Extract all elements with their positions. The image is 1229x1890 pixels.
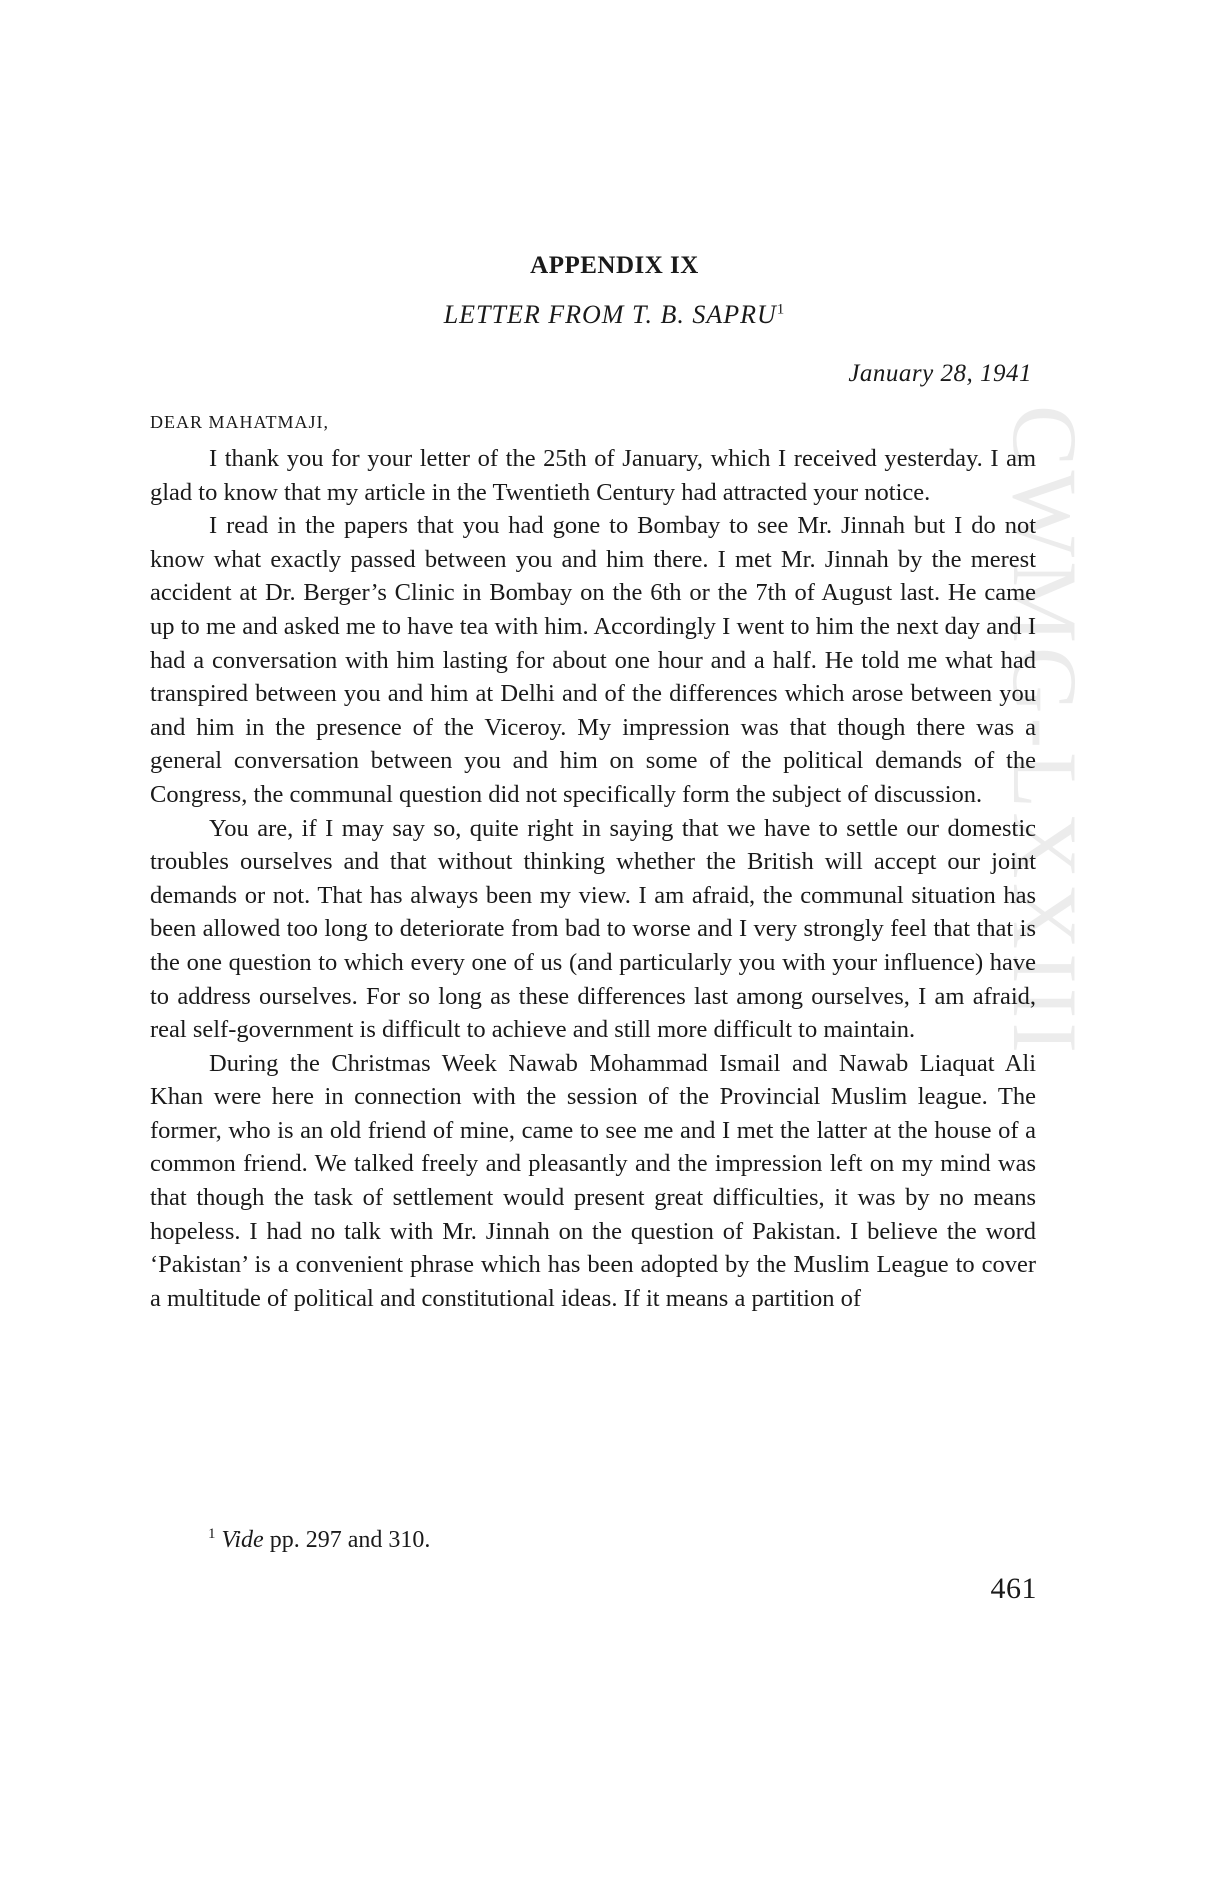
letter-date: January 28, 1941 — [848, 360, 1032, 387]
letter-subheading — [0, 300, 1229, 330]
paragraph: You are, if I may say so, quite right in saying that we have to settle our domestic troubles ourselves and that without thinking whether the British will accept our joint demands or not. That has always been my view. I am afraid, the communal situation has been allowed too long to deteriorate from bad to worse and I very strongly feel that that is the one question to which every one of us (and particularly you with your influence) have to address ourselves. For so long as these differences last among ourselves, I am afraid, real self-government is difficult to achieve and still more difficult to maintain. — [150, 814, 1036, 1044]
paragraph: I thank you for your letter of the 25th of January, which I received yesterday. I am glad to know that my article in the Twentieth Century had attracted your notice. — [150, 445, 1036, 506]
letter-body — [150, 442, 1036, 1315]
footnote-marker: 1 — [208, 1526, 216, 1542]
paragraph: I read in the papers that you had gone to Bombay to see Mr. Jinnah but I do not know what exactly passed between you and him there. I met Mr. Jinnah by the merest accident at Dr. Berger’s Clinic in Bombay on the 6th or the 7th of August last. He came up to me and asked me to have tea with him. Accordingly I went to him the next day and I had a conversation with him lasting for about one hour and a half. He told me what had transpired between you and him at Delhi and of the differences which arose between you and him in the presence of the Viceroy. My impression was that though there was a general conversation between you and him on some of the political demands of the Congress, the communal question did not specifically form the subject of discussion. — [150, 512, 1036, 808]
paragraph: During the Christmas Week Nawab Mohammad Ismail and Nawab Liaquat Ali Khan were here in connection with the session of the Provincial Muslim league. The former, who is an old friend of mine, came to see me and I met the latter at the house of a common friend. We talked freely and pleasantly and the impression left on my mind was that though the task of settlement would present great difficulties, it was by no means hopeless. I had no talk with Mr. Jinnah on the question of Pakistan. I believe the word ‘Pakistan’ is a convenient phrase which has been adopted by the Muslim League to cover a multitude of political and constitutional ideas. If it means a partition of — [150, 1049, 1036, 1312]
watermark: CWMG-LXXIII — [994, 405, 1096, 1058]
subheading-text: LETTER FROM T. B. SAPRU — [443, 300, 777, 329]
footnote-text: pp. 297 and 310. — [263, 1527, 431, 1553]
footnote-reference: 1 — [776, 301, 786, 318]
footnote — [208, 1526, 430, 1554]
page-number: 461 — [990, 1572, 1037, 1605]
salutation: DEAR MAHATMAJI, — [150, 412, 330, 432]
appendix-heading: APPENDIX IX — [530, 252, 699, 279]
footnote-vide: Vide — [221, 1527, 264, 1553]
